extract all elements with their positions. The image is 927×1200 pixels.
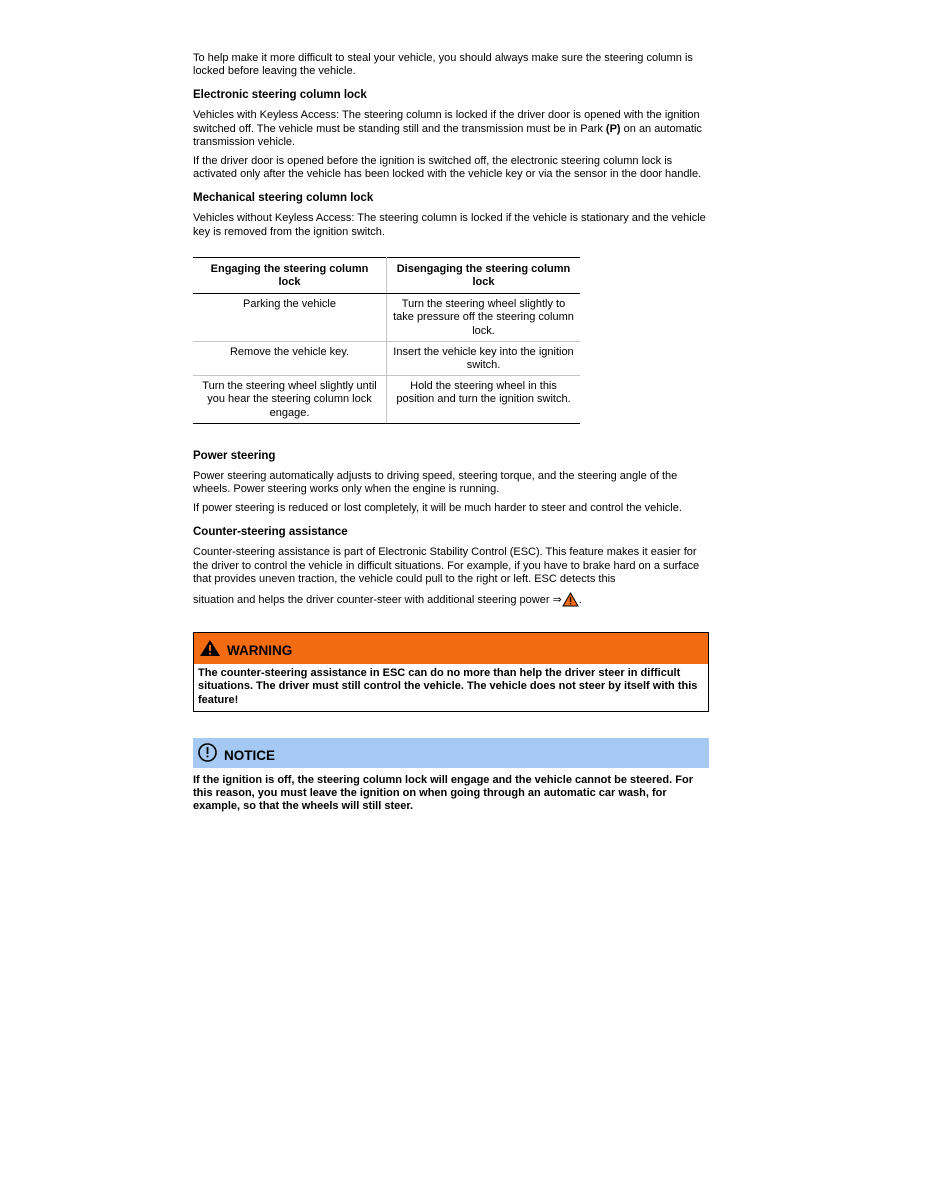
text-span: Vehicles with Keyless Access: The steering column is locked if the driver door is opened with the ignition switched off. The vehicle must be standing still and the transmission must be in Park xyxy=(193,109,700,135)
exclamation-circle-icon xyxy=(197,742,218,763)
table-cell: Hold the steering wheel in this position and turn the ignition switch. xyxy=(387,376,581,424)
table-cell: Turn the steering wheel slightly to take pressure off the steering column lock. xyxy=(393,298,574,337)
table-row xyxy=(193,341,580,375)
warning-header xyxy=(194,633,708,664)
table-cell: Remove the vehicle key. xyxy=(193,341,387,375)
electronic-lock-heading: Electronic steering column lock xyxy=(193,89,367,102)
warning-reference-icon[interactable] xyxy=(562,592,579,611)
power-steering-heading: Power steering xyxy=(193,449,276,462)
table-row xyxy=(193,376,580,424)
text-span: . xyxy=(578,594,582,607)
steering-lock-table xyxy=(193,257,580,424)
notice-header xyxy=(193,738,709,768)
intro-paragraph: To help make it more difficult to steal your vehicle, you should always make sure the steering column is locked before leaving the vehicle. xyxy=(193,52,693,78)
table-header-engaging: Engaging the steering column lock xyxy=(193,257,387,293)
table-header-disengaging: Disengaging the steering column lock xyxy=(387,257,581,293)
counter-steering-paragraph-2 xyxy=(193,592,709,611)
mechanical-lock-heading: Mechanical steering column lock xyxy=(193,192,374,205)
electronic-lock-paragraph-2: If the driver door is opened before the ignition is switched off, the electronic steering column lock is activated only after the vehicle has been locked with the vehicle key or via the sensor in the door handle. xyxy=(193,155,702,181)
electronic-lock-paragraph-1 xyxy=(193,109,709,149)
mechanical-lock-paragraph: Vehicles without Keyless Access: The steering column is locked if the vehicle is stationary and the vehicle key is removed from the ignition switch. xyxy=(193,212,706,238)
warning-body: The counter-steering assistance in ESC can do no more than help the driver steer in difficult situations. The driver must still control the vehicle. The vehicle does not steer by itself with this feature! xyxy=(198,667,698,706)
warning-box xyxy=(193,632,709,712)
table-cell: Parking the vehicle xyxy=(193,294,387,342)
power-steering-paragraph-2: If power steering is reduced or lost completely, it will be much harder to steer and control the vehicle. xyxy=(193,502,682,515)
table-row xyxy=(193,294,580,342)
power-steering-paragraph-1: Power steering automatically adjusts to driving speed, steering torque, and the steering angle of the wheels. Power steering works only when the engine is running. xyxy=(193,469,678,496)
counter-steering-heading: Counter-steering assistance xyxy=(193,526,348,539)
table-header-row xyxy=(193,257,580,293)
manual-page xyxy=(193,52,709,814)
table-cell: Insert the vehicle key into the ignition switch. xyxy=(387,341,581,375)
warning-triangle-icon xyxy=(199,639,221,657)
warning-title: WARNING xyxy=(227,643,293,659)
text-span: on an automatic transmission vehicle. xyxy=(193,122,702,148)
text-span: situation and helps the driver counter-steer with additional steering power ⇒ xyxy=(193,594,562,607)
park-label: (P) xyxy=(605,122,621,135)
table-cell: Turn the steering wheel slightly until you hear the steering column lock engage. xyxy=(193,376,387,424)
counter-steering-paragraph-1: Counter-steering assistance is part of Electronic Stability Control (ESC). This feature makes it easier for the driver to control the vehicle in difficult situations. For example, if you have to brake hard on a surface that provides uneven traction, the vehicle could pull to the right or left. ESC detects this xyxy=(193,546,700,585)
notice-body: If the ignition is off, the steering column lock will engage and the vehicle cannot be steered. For this reason, you must leave the ignition on when going through an automatic car wash, for example, so that the wheels will still steer. xyxy=(193,773,693,813)
notice-title: NOTICE xyxy=(224,747,276,763)
